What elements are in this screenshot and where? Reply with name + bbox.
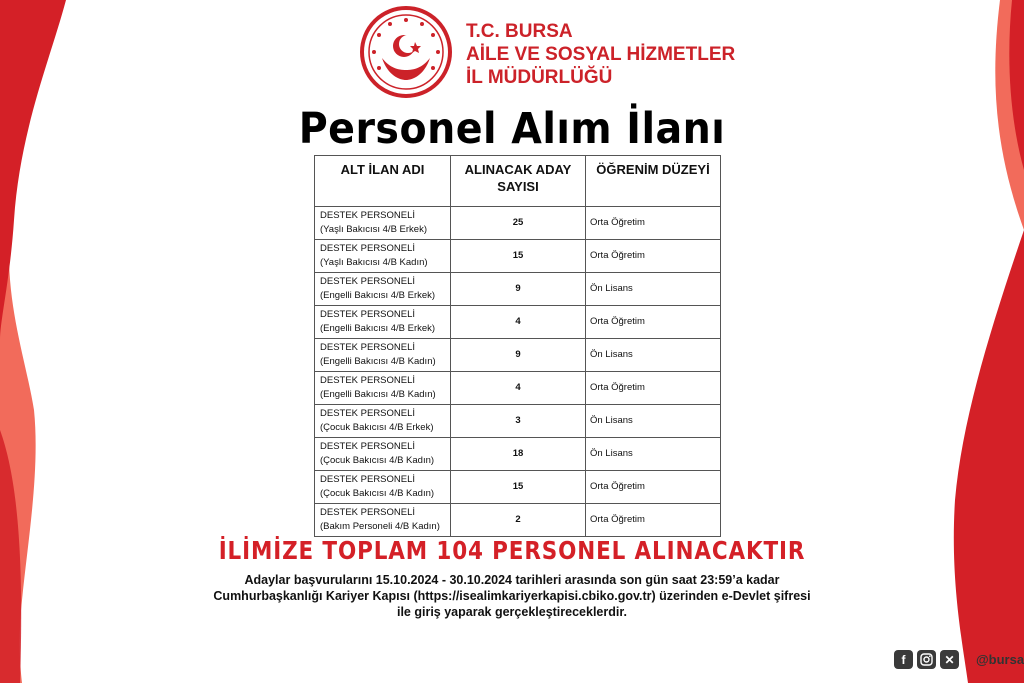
position-detail: (Yaşlı Bakıcısı 4/B Kadın) (320, 257, 428, 268)
count-cell: 2 (451, 504, 586, 537)
count-cell: 18 (451, 438, 586, 471)
position-name: DESTEK PERSONELİ (320, 210, 416, 221)
position-name: DESTEK PERSONELİ (320, 276, 416, 287)
header-cell: ÖĞRENİM DÜZEYİ (586, 156, 721, 207)
table-row (315, 339, 721, 372)
note-line-3: ile giriş yaparak gerçekleştireceklerdir. (396, 605, 627, 619)
education-cell: Ön Lisans (586, 273, 721, 306)
education-cell: Orta Öğretim (586, 372, 721, 405)
position-detail: (Yaşlı Bakıcısı 4/B Erkek) (320, 224, 427, 235)
count-cell: 9 (451, 273, 586, 306)
position-detail: (Engelli Bakıcısı 4/B Kadın) (320, 356, 436, 367)
position-name: DESTEK PERSONELİ (320, 375, 416, 386)
table-row (315, 405, 721, 438)
position-name: DESTEK PERSONELİ (320, 441, 416, 452)
position-name: DESTEK PERSONELİ (320, 342, 416, 353)
position-name: DESTEK PERSONELİ (320, 408, 416, 419)
organization-name (466, 20, 735, 89)
position-name: DESTEK PERSONELİ (320, 243, 416, 254)
note-line-2: Cumhurbaşkanlığı Kariyer Kapısı (https://isealimkariyerkapisi.cbiko.gov.tr) üzerinden e-Devlet şifresi (213, 589, 811, 603)
count-cell: 9 (451, 339, 586, 372)
org-line-1: T.C. BURSA (466, 21, 573, 42)
instagram-icon[interactable] (917, 650, 936, 669)
position-cell (315, 438, 451, 471)
position-cell (315, 273, 451, 306)
table-row (315, 207, 721, 240)
table-header-row (315, 156, 721, 207)
education-cell: Orta Öğretim (586, 306, 721, 339)
application-note (150, 572, 874, 620)
position-name: DESTEK PERSONELİ (320, 309, 416, 320)
education-cell: Ön Lisans (586, 405, 721, 438)
position-cell (315, 471, 451, 504)
social-icons (894, 650, 959, 669)
education-cell: Ön Lisans (586, 438, 721, 471)
table-row (315, 273, 721, 306)
total-announcement: İLİMİZE TOPLAM 104 PERSONEL ALINACAKTIR (218, 536, 806, 565)
table-row (315, 438, 721, 471)
position-name: DESTEK PERSONELİ (320, 474, 416, 485)
count-cell: 25 (451, 207, 586, 240)
position-detail: (Engelli Bakıcısı 4/B Erkek) (320, 323, 436, 334)
education-cell: Ön Lisans (586, 339, 721, 372)
position-cell (315, 372, 451, 405)
header-cell: ALINACAK ADAY SAYISI (451, 156, 586, 207)
position-cell (315, 405, 451, 438)
x-icon[interactable]: ✕ (940, 650, 959, 669)
table-row (315, 471, 721, 504)
job-table (314, 155, 721, 537)
position-name: DESTEK PERSONELİ (320, 507, 416, 518)
count-cell: 15 (451, 471, 586, 504)
education-cell: Orta Öğretim (586, 471, 721, 504)
position-cell (315, 207, 451, 240)
count-cell: 15 (451, 240, 586, 273)
table-row (315, 306, 721, 339)
position-cell (315, 339, 451, 372)
header-cell: ALT İLAN ADI (315, 156, 451, 207)
count-cell: 4 (451, 372, 586, 405)
note-line-1: Adaylar başvurularını 15.10.2024 - 30.10.2024 tarihleri arasında son gün saat 23:59’a kadar (244, 573, 780, 587)
org-line-3: İL MÜDÜRLÜĞÜ (466, 67, 613, 88)
position-detail: (Çocuk Bakıcısı 4/B Kadın) (320, 455, 435, 466)
position-cell (315, 240, 451, 273)
table-row (315, 372, 721, 405)
education-cell: Orta Öğretim (586, 240, 721, 273)
org-line-2: AİLE VE SOSYAL HİZMETLER (466, 44, 736, 65)
ministry-logo (360, 6, 452, 98)
facebook-icon[interactable]: f (894, 650, 913, 669)
education-cell: Orta Öğretim (586, 207, 721, 240)
education-cell: Orta Öğretim (586, 504, 721, 537)
count-cell: 3 (451, 405, 586, 438)
position-cell (315, 504, 451, 537)
position-detail: (Çocuk Bakıcısı 4/B Erkek) (320, 422, 434, 433)
table-row (315, 504, 721, 537)
count-cell: 4 (451, 306, 586, 339)
page-title: Personel Alım İlanı (298, 104, 726, 154)
position-detail: (Engelli Bakıcısı 4/B Kadın) (320, 389, 436, 400)
position-detail: (Engelli Bakıcısı 4/B Erkek) (320, 290, 436, 301)
table-row (315, 240, 721, 273)
position-cell (315, 306, 451, 339)
position-detail: (Çocuk Bakıcısı 4/B Kadın) (320, 488, 435, 499)
social-handle: @bursa (976, 652, 1024, 667)
position-detail: (Bakım Personeli 4/B Kadın) (320, 521, 440, 532)
